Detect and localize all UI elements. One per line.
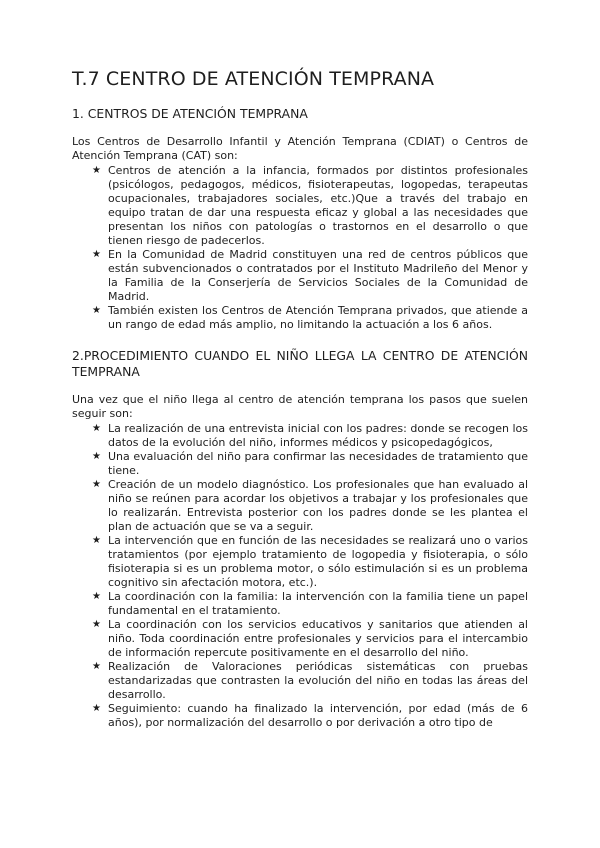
star-bullet-icon: ★ [92,249,101,260]
list-item [92,304,528,332]
star-bullet-icon: ★ [92,661,101,672]
section-heading: 1. CENTROS DE ATENCIÓN TEMPRANA [72,106,308,121]
list-item-text: En la Comunidad de Madrid constituyen una red de centros públicos que están subvencionados o contratados por el Instituto Madrileño del Menor y la Familia de la Conserjería de Servicios Sociales de la Comunidad de Madrid. [108,248,528,303]
list-item [92,660,528,702]
section-intro: Los Centros de Desarrollo Infantil y Atención Temprana (CDIAT) o Centros de Atención Temprana (CAT) son: [72,135,528,162]
document-title: T.7 CENTRO DE ATENCIÓN TEMPRANA [72,68,435,90]
list-item [92,590,528,618]
list-item [92,248,528,304]
list-item-text: Seguimiento: cuando ha finalizado la intervención, por edad (más de 6 años), por normalización del desarrollo o por derivación a otro tipo de [108,702,528,729]
star-bullet-icon: ★ [92,479,101,490]
list-item-text: Creación de un modelo diagnóstico. Los profesionales que han evaluado al niño se reúnen para acordar los objetivos a trabajar y los profesionales que lo realizarán. Entrevista posterior con los padres donde se les plantea el plan de actuación que se va a seguir. [108,478,528,533]
list-item-text: Una evaluación del niño para confirmar las necesidades de tratamiento que tiene. [108,450,528,477]
star-bullet-icon: ★ [92,591,101,602]
section-procedimiento [72,348,528,730]
star-bullet-icon: ★ [92,535,101,546]
star-bullet-icon: ★ [92,423,101,434]
list-item [92,702,528,730]
star-bullet-icon: ★ [92,165,101,176]
list-item [92,618,528,660]
list-item-text: Realización de Valoraciones periódicas sistemáticas con pruebas estandarizadas que contrasten la evolución del niño en todas las áreas del desarrollo. [108,660,528,701]
list-item-text: También existen los Centros de Atención Temprana privados, que atiende a un rango de edad más amplio, no limitando la actuación a los 6 años. [108,304,528,331]
list-item-text: La coordinación con los servicios educativos y sanitarios que atienden al niño. Toda coordinación entre profesionales y servicios para el intercambio de información repercute positivamente en el desarrollo del niño. [108,618,528,659]
list-item [92,450,528,478]
list-item-text: La coordinación con la familia: la intervención con la familia tiene un papel fundamental en el tratamiento. [108,590,528,617]
list-item [92,478,528,534]
star-bullet-icon: ★ [92,305,101,316]
star-bullet-icon: ★ [92,451,101,462]
list-item-text: La realización de una entrevista inicial con los padres: donde se recogen los datos de la evolución del niño, informes médicos y psicopedagógicos, [108,422,528,449]
list-item-text: La intervención que en función de las necesidades se realizará uno o varios tratamientos (por ejemplo tratamiento de logopedia y fisioterapia, o sólo fisioterapia si es un problema motor, o sólo estimulación si es un problema cognitivo sin afectación motora, etc.). [108,534,528,589]
bullet-list [72,422,528,730]
star-bullet-icon: ★ [92,703,101,714]
list-item [92,422,528,450]
list-item [92,534,528,590]
section-heading: 2.PROCEDIMIENTO CUANDO EL NIÑO LLEGA LA CENTRO DE ATENCIÓN TEMPRANA [72,348,528,379]
section-centros [72,106,528,332]
section-intro: Una vez que el niño llega al centro de atención temprana los pasos que suelen seguir son: [72,393,528,420]
bullet-list [72,164,528,332]
star-bullet-icon: ★ [92,619,101,630]
list-item-text: Centros de atención a la infancia, formados por distintos profesionales (psicólogos, pedagogos, médicos, fisioterapeutas, logopedas, terapeutas ocupacionales, trabajadores sociales, etc.)Que a través del trabajo en equipo tratan de dar una respuesta eficaz y global a las necesidades que presentan los niños con patologías o trastornos en el desarrollo o que tienen riesgo de padecerlos. [108,164,528,247]
list-item [92,164,528,248]
